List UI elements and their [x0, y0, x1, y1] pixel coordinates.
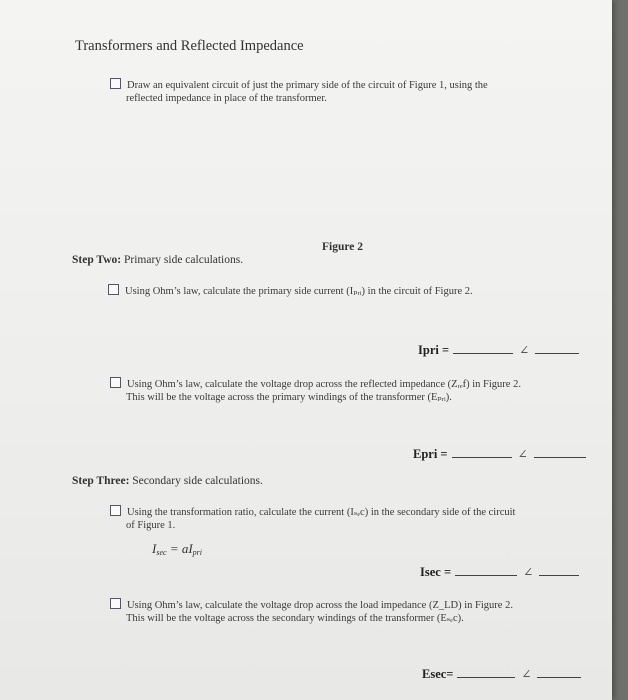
- ipri-magnitude-blank[interactable]: [453, 352, 513, 354]
- esec-label: Esec=: [422, 667, 454, 681]
- formula-eq: = aI: [169, 541, 193, 556]
- isec-label: Isec =: [420, 565, 452, 579]
- angle-icon: ∠: [523, 565, 534, 579]
- step-three-label: Step Three:: [72, 475, 130, 487]
- task-secondary-current-line2: of Figure 1.: [126, 520, 176, 531]
- transformation-formula: [152, 541, 202, 557]
- formula-lhs: I: [152, 541, 157, 556]
- task-draw-line1: Draw an equivalent circuit of just the primary side of the circuit of Figure 1, using the: [127, 80, 488, 91]
- figure-label: Figure 2: [322, 241, 363, 253]
- angle-icon: ∠: [517, 447, 528, 461]
- task-secondary-current-line1: Using the transformation ratio, calculate the current (Iₛₑc) in the secondary side of the circuit: [127, 507, 516, 518]
- task-draw-line2: reflected impedance in place of the transformer.: [126, 93, 327, 104]
- task-secondary-voltage-line2: This will be the voltage across the secondary windings of the transformer (Eₛₑc).: [126, 613, 464, 624]
- task-primary-voltage-line1: Using Ohm’s law, calculate the voltage drop across the reflected impedance (Zᵣₑf) in Figure 2.: [127, 379, 521, 390]
- epri-magnitude-blank[interactable]: [452, 456, 512, 458]
- epri-label: Epri =: [413, 447, 448, 461]
- angle-icon: ∠: [519, 343, 530, 357]
- step-two-heading: [72, 253, 243, 267]
- answer-isec: [420, 563, 579, 581]
- formula-lhs-sub: sec: [156, 548, 167, 557]
- checkbox[interactable]: [108, 284, 119, 295]
- angle-icon: ∠: [521, 667, 532, 681]
- task-primary-current: [108, 284, 473, 298]
- checkbox[interactable]: [110, 78, 121, 89]
- task-primary-voltage: [110, 377, 521, 404]
- checkbox[interactable]: [110, 598, 121, 609]
- step-three-heading: [72, 474, 263, 488]
- task-secondary-voltage: [110, 598, 513, 625]
- esec-angle-blank[interactable]: [537, 676, 581, 678]
- isec-angle-blank[interactable]: [539, 574, 579, 576]
- section-title: Transformers and Reflected Impedance: [75, 38, 304, 54]
- checkbox[interactable]: [110, 377, 121, 388]
- isec-magnitude-blank[interactable]: [455, 574, 517, 576]
- epri-angle-blank[interactable]: [534, 456, 586, 458]
- checkbox[interactable]: [110, 505, 121, 516]
- answer-esec: [422, 665, 581, 683]
- task-secondary-current: [110, 505, 515, 532]
- step-two-label: Step Two:: [72, 254, 122, 266]
- esec-magnitude-blank[interactable]: [457, 676, 515, 678]
- task-draw-equivalent: [110, 78, 488, 105]
- task-primary-voltage-line2: This will be the voltage across the primary windings of the transformer (Eₚᵣᵢ).: [126, 392, 452, 403]
- answer-ipri: [418, 341, 579, 359]
- ipri-label: Ipri =: [418, 343, 450, 357]
- task-primary-current-text: Using Ohm’s law, calculate the primary side current (Iₚᵣᵢ) in the circuit of Figure 2.: [125, 286, 473, 297]
- ipri-angle-blank[interactable]: [535, 352, 579, 354]
- formula-rhs-sub: pri: [192, 548, 203, 557]
- answer-epri: [413, 445, 586, 463]
- step-two-text: Primary side calculations.: [123, 254, 244, 266]
- task-secondary-voltage-line1: Using Ohm’s law, calculate the voltage drop across the load impedance (Z_LD) in Figure 2.: [127, 600, 513, 611]
- step-three-text: Secondary side calculations.: [132, 475, 263, 487]
